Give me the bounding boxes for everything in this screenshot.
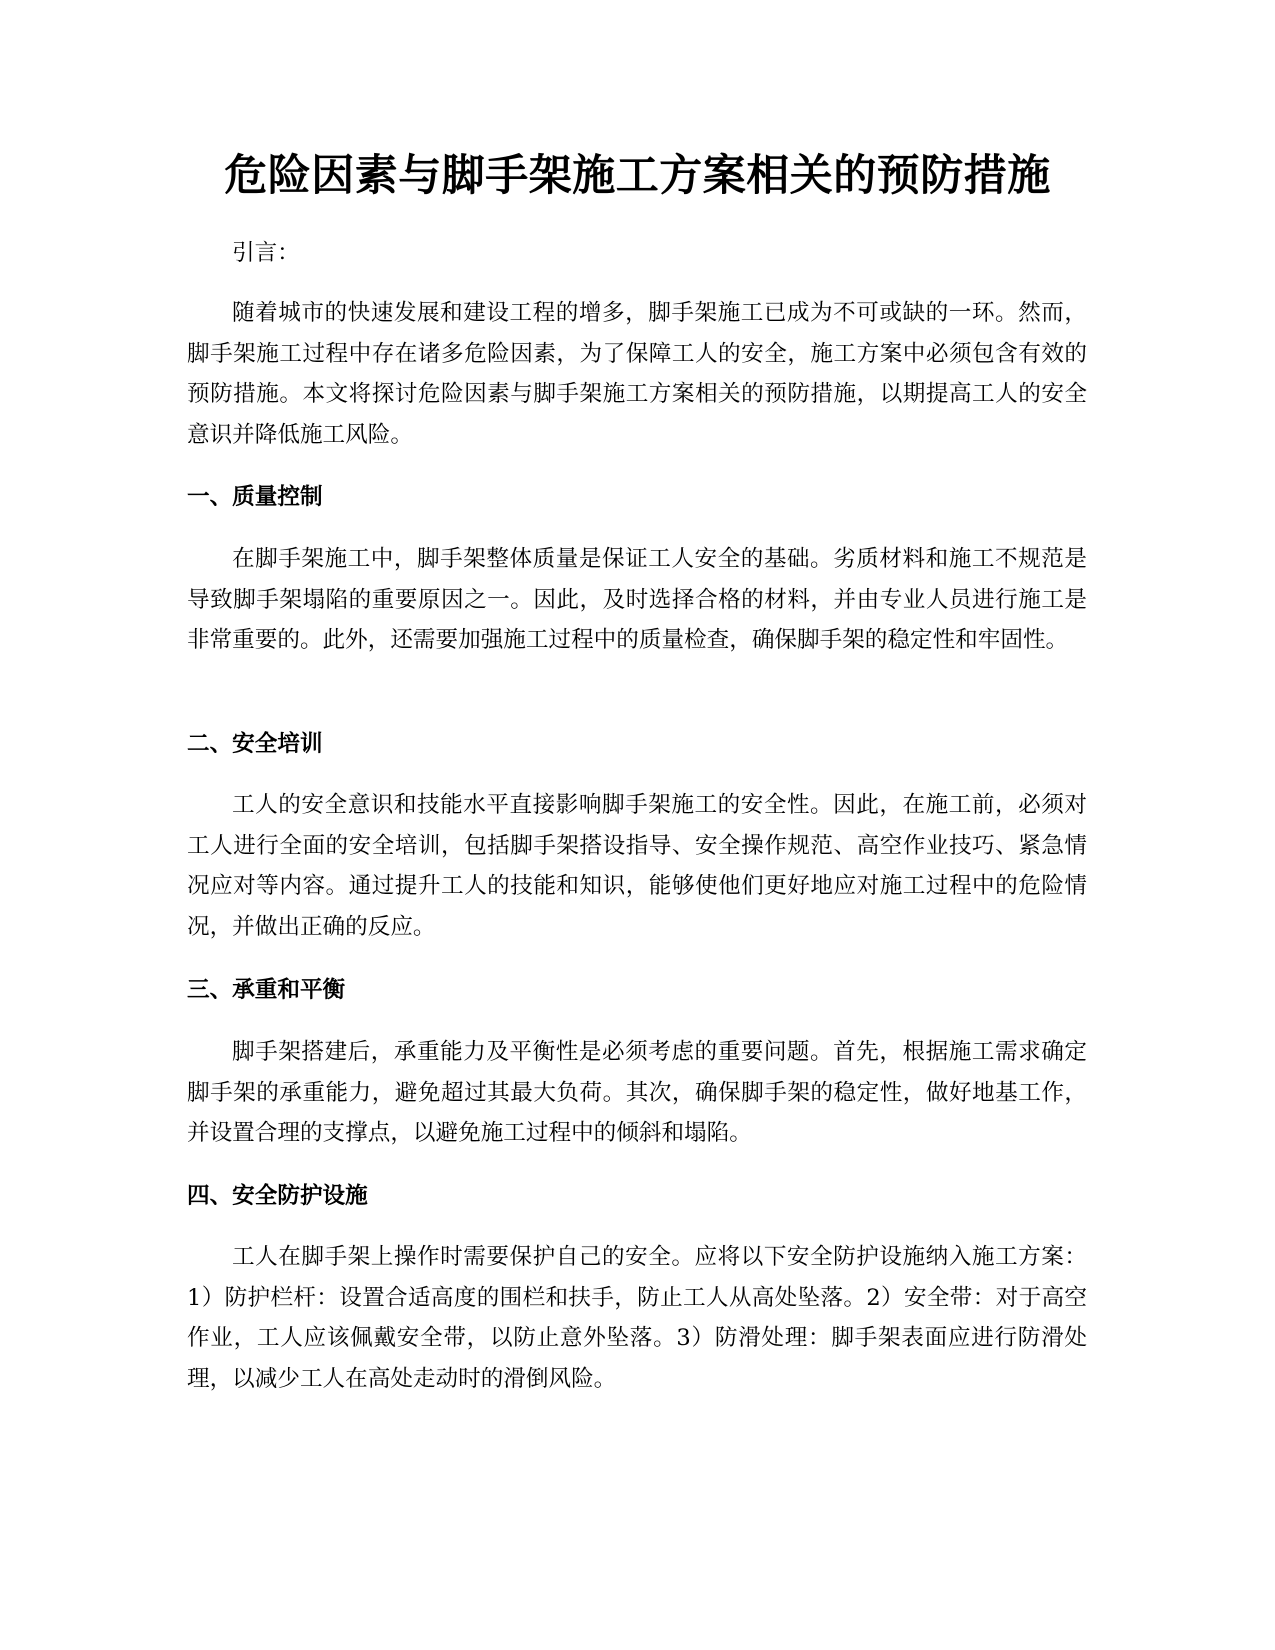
section-heading-load-balance: 三、承重和平衡 [187,977,346,1003]
section-heading-safety-training: 二、安全培训 [187,731,323,757]
section-heading-safety-facilities: 四、安全防护设施 [187,1183,368,1209]
section-paragraph-safety-training: 工人的安全意识和技能水平直接影响脚手架施工的安全性。因此，在施工前，必须对工人进行全面的安全培训，包括脚手架搭设指导、安全操作规范、高空作业技巧、紧急情况应对等内容。通过提升工人的技能和知识，能够使他们更好地应对施工过程中的危险情况，并做出正确的反应。 [187,792,1087,940]
document-title: 危险因素与脚手架施工方案相关的预防措施 [224,151,1051,201]
section-paragraph-quality-control: 在脚手架施工中，脚手架整体质量是保证工人安全的基础。劣质材料和施工不规范是导致脚手架塌陷的重要原因之一。因此，及时选择合格的材料，并由专业人员进行施工是非常重要的。此外，还需要加强施工过程中的质量检查，确保脚手架的稳定性和牢固性。 [187,546,1087,653]
section-heading-quality-control: 一、质量控制 [187,484,323,510]
intro-paragraph: 随着城市的快速发展和建设工程的增多，脚手架施工已成为不可或缺的一环。然而，脚手架施工过程中存在诸多危险因素，为了保障工人的安全，施工方案中必须包含有效的预防措施。本文将探讨危险因素与脚手架施工方案相关的预防措施，以期提高工人的安全意识并降低施工风险。 [187,300,1087,448]
section-paragraph-safety-facilities: 工人在脚手架上操作时需要保护自己的安全。应将以下安全防护设施纳入施工方案：1）防护栏杆：设置合适高度的围栏和扶手，防止工人从高处坠落。2）安全带：对于高空作业，工人应该佩戴安全带，以防止意外坠落。3）防滑处理：脚手架表面应进行防滑处理，以减少工人在高处走动时的滑倒风险。 [187,1244,1087,1392]
section-paragraph-load-balance: 脚手架搭建后，承重能力及平衡性是必须考虑的重要问题。首先，根据施工需求确定脚手架的承重能力，避免超过其最大负荷。其次，确保脚手架的稳定性，做好地基工作，并设置合理的支撑点，以避免施工过程中的倾斜和塌陷。 [187,1039,1087,1146]
intro-label: 引言： [232,240,300,266]
